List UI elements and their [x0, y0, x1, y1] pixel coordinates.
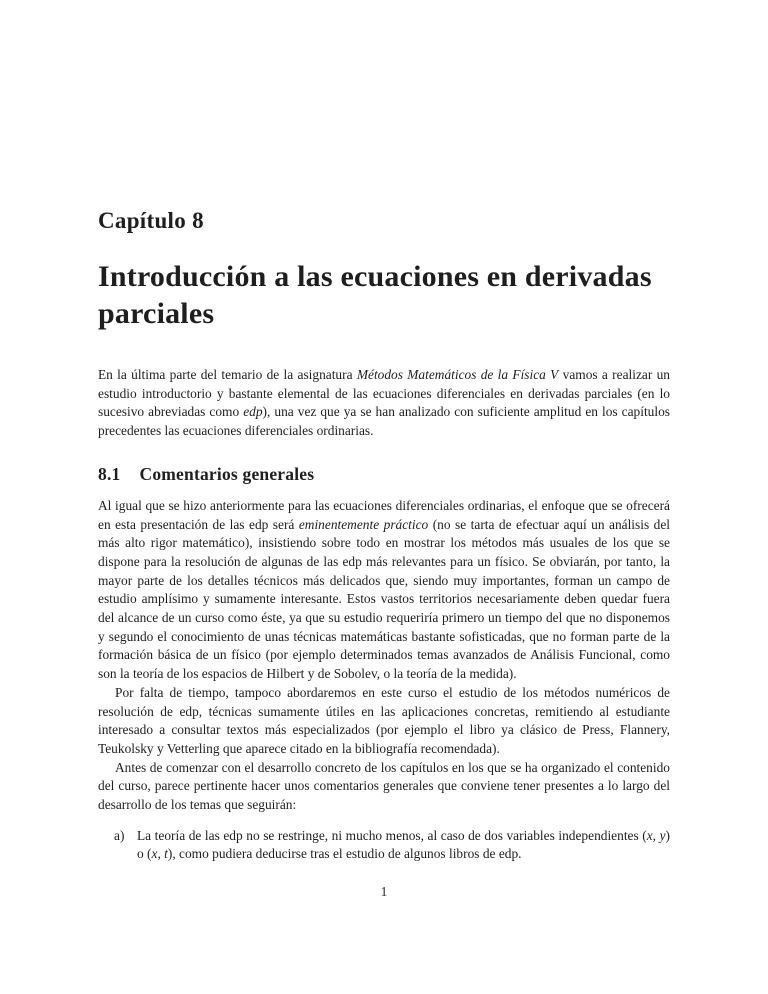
paragraph [98, 759, 670, 815]
math-run: x, y [646, 827, 666, 843]
chapter-label: Capítulo 8 [98, 208, 204, 233]
text-run: La teoría de las edp no se restringe, ni mucho menos, al caso de dos variables independientes ( [137, 827, 647, 843]
text-run: ), como pudiera deducirse tras el estudio de algunos libros de edp. [167, 846, 522, 862]
list-item-a [98, 827, 670, 864]
text-run: (no se tarta de efectuar aquí un análisis del más alto rigor matemático), insistiendo sobre todo en mostrar los métodos más usuales de los que se dispone para la resolución de algunas de las edp más relevantes para un físico. Se obviarán, por tanto, la mayor parte de los detalles técnicos más delicados que, siendo muy importantes, forman un campo de estudio amplísimo y sumamente interesante. Estos vastos territorios necesariamente deben quedar fuera del alcance de un curso como éste, ya que su estudio requeriría primero un tiempo del que no disponemos y segundo el conocimiento de unas técnicas matemáticas bastante sofisticadas, que no forman parte de la formación básica de un físico (por ejemplo determinados temas avanzados de Análisis Funcional, como son la teoría de los espacios de Hilbert y de Sobolev, o la teoría de la medida). [98, 516, 671, 682]
text-run: Al igual que se hizo anteriormente para las ecuaciones diferenciales ordinarias, el enfoque que se ofrecerá en esta presentación de las edp será [98, 497, 670, 532]
text-run: vamos a realizar un estudio introductorio y bastante elemental de las ecuaciones diferenciales en derivadas parciales (en lo sucesivo abreviadas como [98, 367, 671, 420]
italic-run: Métodos Matemáticos de la Física V [356, 367, 559, 382]
chapter-title: Introducción a las ecuaciones en derivadas parciales [98, 260, 652, 330]
section-body [98, 497, 670, 815]
section-title: Comentarios generales [139, 463, 315, 484]
italic-run: eminentemente práctico [298, 516, 429, 532]
list-marker: a) [114, 827, 125, 843]
page-content [98, 0, 670, 864]
paragraph [98, 497, 670, 684]
intro-paragraph [98, 366, 670, 441]
text-run: Antes de comenzar con el desarrollo concreto de los capítulos en los que se ha organizado el contenido del curso, parece pertinente hacer unos comentarios generales que conviene tener presentes a lo largo del desarrollo de los temas que seguirán: [98, 759, 670, 813]
math-run: x, t [151, 846, 168, 862]
text-run: ) o ( [137, 827, 670, 862]
italic-run: edp [243, 404, 263, 420]
text-run: En la última parte del temario de la asignatura [98, 367, 357, 382]
section-heading [98, 464, 670, 485]
paragraph [98, 684, 670, 759]
text-run: Por falta de tiempo, tampoco abordaremos en este curso el estudio de los métodos numéricos de resolución de edp, técnicas sumamente útiles en las aplicaciones concretas, remitiendo al estudiante interesado a consultar textos más especializados (por ejemplo el libro ya clásico de Press, Flannery, Teukolsky y Vetterling que aparece citado en la bibliografía recomendada). [98, 684, 670, 756]
section-number: 8.1 [98, 463, 121, 484]
text-run: ), una vez que ya se han analizado con suficiente amplitud en los capítulos precedentes las ecuaciones diferenciales ordinarias. [98, 404, 670, 439]
page-number: 1 [380, 884, 388, 899]
list-item-text [137, 827, 670, 864]
